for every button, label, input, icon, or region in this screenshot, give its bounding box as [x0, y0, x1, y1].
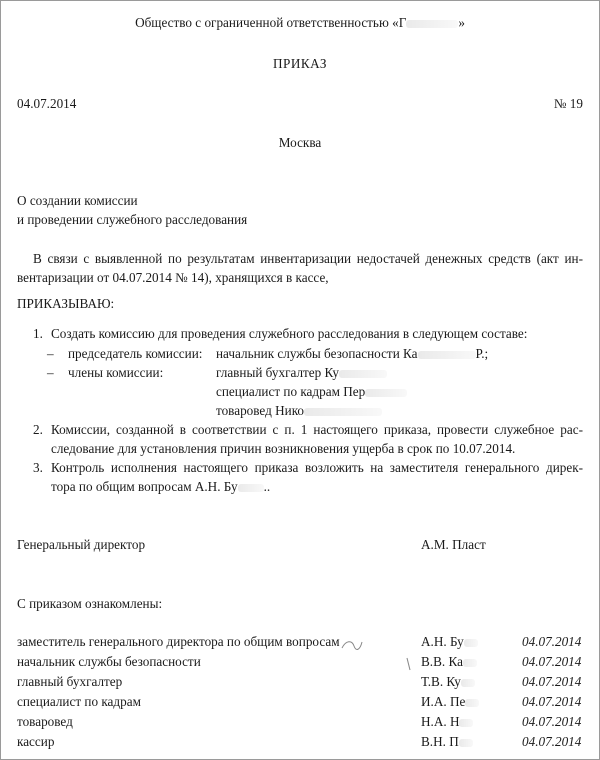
subject-line-2: и проведении служебного расследования: [17, 212, 248, 227]
ack-name-5-text: Н.А. Н: [421, 714, 460, 729]
ack-name-1-text: А.Н. Бу: [421, 634, 464, 649]
ack-name-4: [421, 694, 479, 710]
redacted-mark: [463, 659, 477, 667]
members-dash: –: [47, 365, 54, 380]
redacted-mark: [459, 719, 473, 727]
signature-mark: [404, 656, 414, 672]
ack-role-4: специалист по кадрам: [17, 694, 141, 709]
member-2: [216, 384, 407, 400]
order-word: ПРИКАЗЫВАЮ:: [17, 296, 115, 311]
ack-date-4: 04.07.2014: [522, 694, 582, 709]
member-1: [216, 365, 387, 381]
redacted-mark: [464, 639, 478, 647]
item-2-number: 2.: [33, 422, 43, 437]
chair-name-text: начальник службы безопасности Ка: [216, 346, 418, 361]
document-type: ПРИКАЗ: [273, 56, 327, 71]
item-1-number: 1.: [33, 326, 43, 341]
organization-text: Общество с ограниченной ответственностью «Г: [135, 15, 407, 30]
ack-role-3: главный бухгалтер: [17, 674, 123, 689]
item-3-number: 3.: [33, 460, 43, 475]
ack-name-5: [421, 714, 473, 730]
item-2-text: Комиссии, созданной в соответствии с п. 1 настоящего приказа, провести служебное рас-: [51, 422, 583, 437]
ack-role-1: заместитель генерального директора по общим вопросам: [17, 634, 340, 649]
acknowledged-title: С приказом ознакомлены:: [17, 596, 163, 611]
redacted-mark: [406, 20, 458, 28]
redacted-mark: [465, 699, 479, 707]
ack-name-6: [421, 734, 473, 750]
ack-name-2-text: В.В. Ка: [421, 654, 463, 669]
ack-name-3: [421, 674, 475, 690]
ack-date-6: 04.07.2014: [522, 734, 582, 749]
ack-name-1: [421, 634, 478, 650]
ack-name-6-text: В.Н. П: [421, 734, 459, 749]
redacted-mark: [304, 408, 382, 416]
item-1-text: Создать комиссию для проведения служебного расследования в следующем составе:: [51, 326, 528, 341]
preamble-line-2: вентаризации от 04.07.2014 № 14), хранящихся в кассе,: [17, 270, 329, 285]
member-3: [216, 403, 382, 419]
item-3-text-cont: [51, 479, 270, 495]
item-2-text-cont: следование для установления причин возникновения ущерба в срок по 10.07.2014.: [51, 441, 516, 456]
ack-date-5: 04.07.2014: [522, 714, 582, 729]
member-3-text: товаровед Нико: [216, 403, 305, 418]
item-3-text: Контроль исполнения настоящего приказа возложить на заместителя генерального дирек-: [51, 460, 583, 475]
ack-name-4-text: И.А. Пе: [421, 694, 466, 709]
ack-role-5: товаровед: [17, 714, 73, 729]
item-3-text-cont-text: тора по общим вопросам А.Н. Бу: [51, 479, 238, 494]
chair-name: [216, 346, 488, 362]
organization-name: [0, 15, 600, 31]
redacted-mark: [365, 389, 407, 397]
ack-date-1: 04.07.2014: [522, 634, 582, 649]
ack-date-2: 04.07.2014: [522, 654, 582, 669]
preamble-line-1: В связи с выявленной по результатам инвентаризации недостачей денежных средств (акт ин-: [33, 251, 583, 266]
redacted-mark: [461, 679, 475, 687]
chair-role: председатель комиссии:: [68, 346, 203, 361]
chair-name-tail: Р.;: [475, 346, 489, 361]
signature-position: Генеральный директор: [17, 537, 146, 552]
order-city: Москва: [278, 135, 322, 150]
ack-name-2: [421, 654, 477, 670]
signature-mark: [340, 636, 364, 654]
signature-name: А.М. Пласт: [421, 537, 486, 552]
member-1-text: главный бухгалтер Ку: [216, 365, 339, 380]
redacted-mark: [339, 370, 387, 378]
chair-dash: –: [47, 346, 54, 361]
subject-line-1: О создании комиссии: [17, 193, 138, 208]
member-2-text: специалист по кадрам Пер: [216, 384, 366, 399]
redacted-mark: [238, 484, 264, 492]
item-3-ellipsis: ..: [263, 479, 271, 494]
ack-date-3: 04.07.2014: [522, 674, 582, 689]
redacted-mark: [418, 351, 476, 359]
redacted-mark: [459, 739, 473, 747]
members-role: члены комиссии:: [68, 365, 164, 380]
order-date: 04.07.2014: [17, 96, 77, 111]
ack-role-6: кассир: [17, 734, 55, 749]
organization-tail: »: [458, 15, 465, 30]
ack-name-3-text: Т.В. Ку: [421, 674, 461, 689]
order-number: № 19: [553, 96, 583, 111]
ack-role-2: начальник службы безопасности: [17, 654, 201, 669]
